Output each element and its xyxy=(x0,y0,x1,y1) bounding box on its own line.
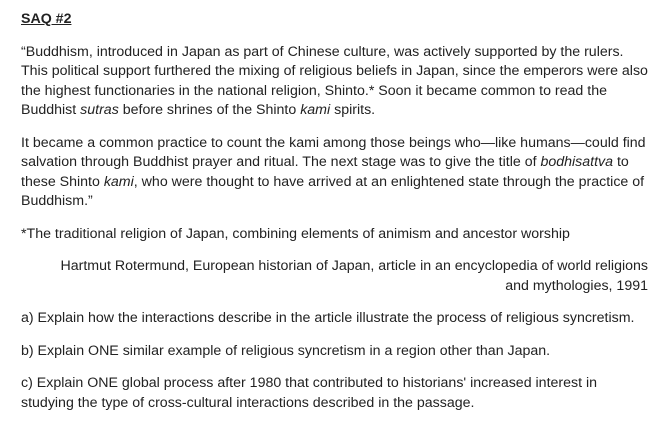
footnote: *The traditional religion of Japan, combining elements of animism and ancestor worship xyxy=(21,225,570,242)
quote-text: spirits. xyxy=(330,102,376,118)
italic-term: sutras xyxy=(80,102,119,118)
quote-text: before shrines of the Shinto xyxy=(118,102,301,118)
italic-term: bodhisattva xyxy=(540,154,614,170)
quote-text: It became a common practice to count the kami among those beings who—like humans—could find salvation through Buddhist prayer and ritual. The next stage was to give the title of xyxy=(21,134,646,170)
italic-term: kami xyxy=(103,173,134,190)
quote-text: , who were thought to have arrived at an enlightened state through the practice of Buddhism.” xyxy=(21,173,645,209)
question-a: a) Explain how the interactions describe in the article illustrate the process of religious syncretism. xyxy=(21,310,635,326)
quote-text: “Buddhism, introduced in Japan as part of Chinese culture, was actively supported by the rulers. This political support furthered the mixing of religious beliefs in Japan, since the emperors were also the highest functionaries in the national religion, Shinto.* Soon it became common to read the Buddhist xyxy=(21,43,648,118)
quote-text: to these Shinto xyxy=(21,154,629,190)
question-b: b) Explain ONE similar example of religious syncretism in a region other than Japan. xyxy=(21,342,551,359)
source-attribution: Hartmut Rotermund, European historian of Japan, article in an encyclopedia of world religions and mythologies, 1991 xyxy=(60,258,648,294)
question-c: c) Explain ONE global process after 1980 that contributed to historians' increased interest in studying the type of cross-cultural interactions described in the passage. xyxy=(21,375,598,411)
italic-term: kami xyxy=(300,102,331,118)
quote-paragraph-2 xyxy=(21,134,648,212)
quote-paragraph-1 xyxy=(21,43,648,121)
document-title: SAQ #2 xyxy=(21,11,72,27)
